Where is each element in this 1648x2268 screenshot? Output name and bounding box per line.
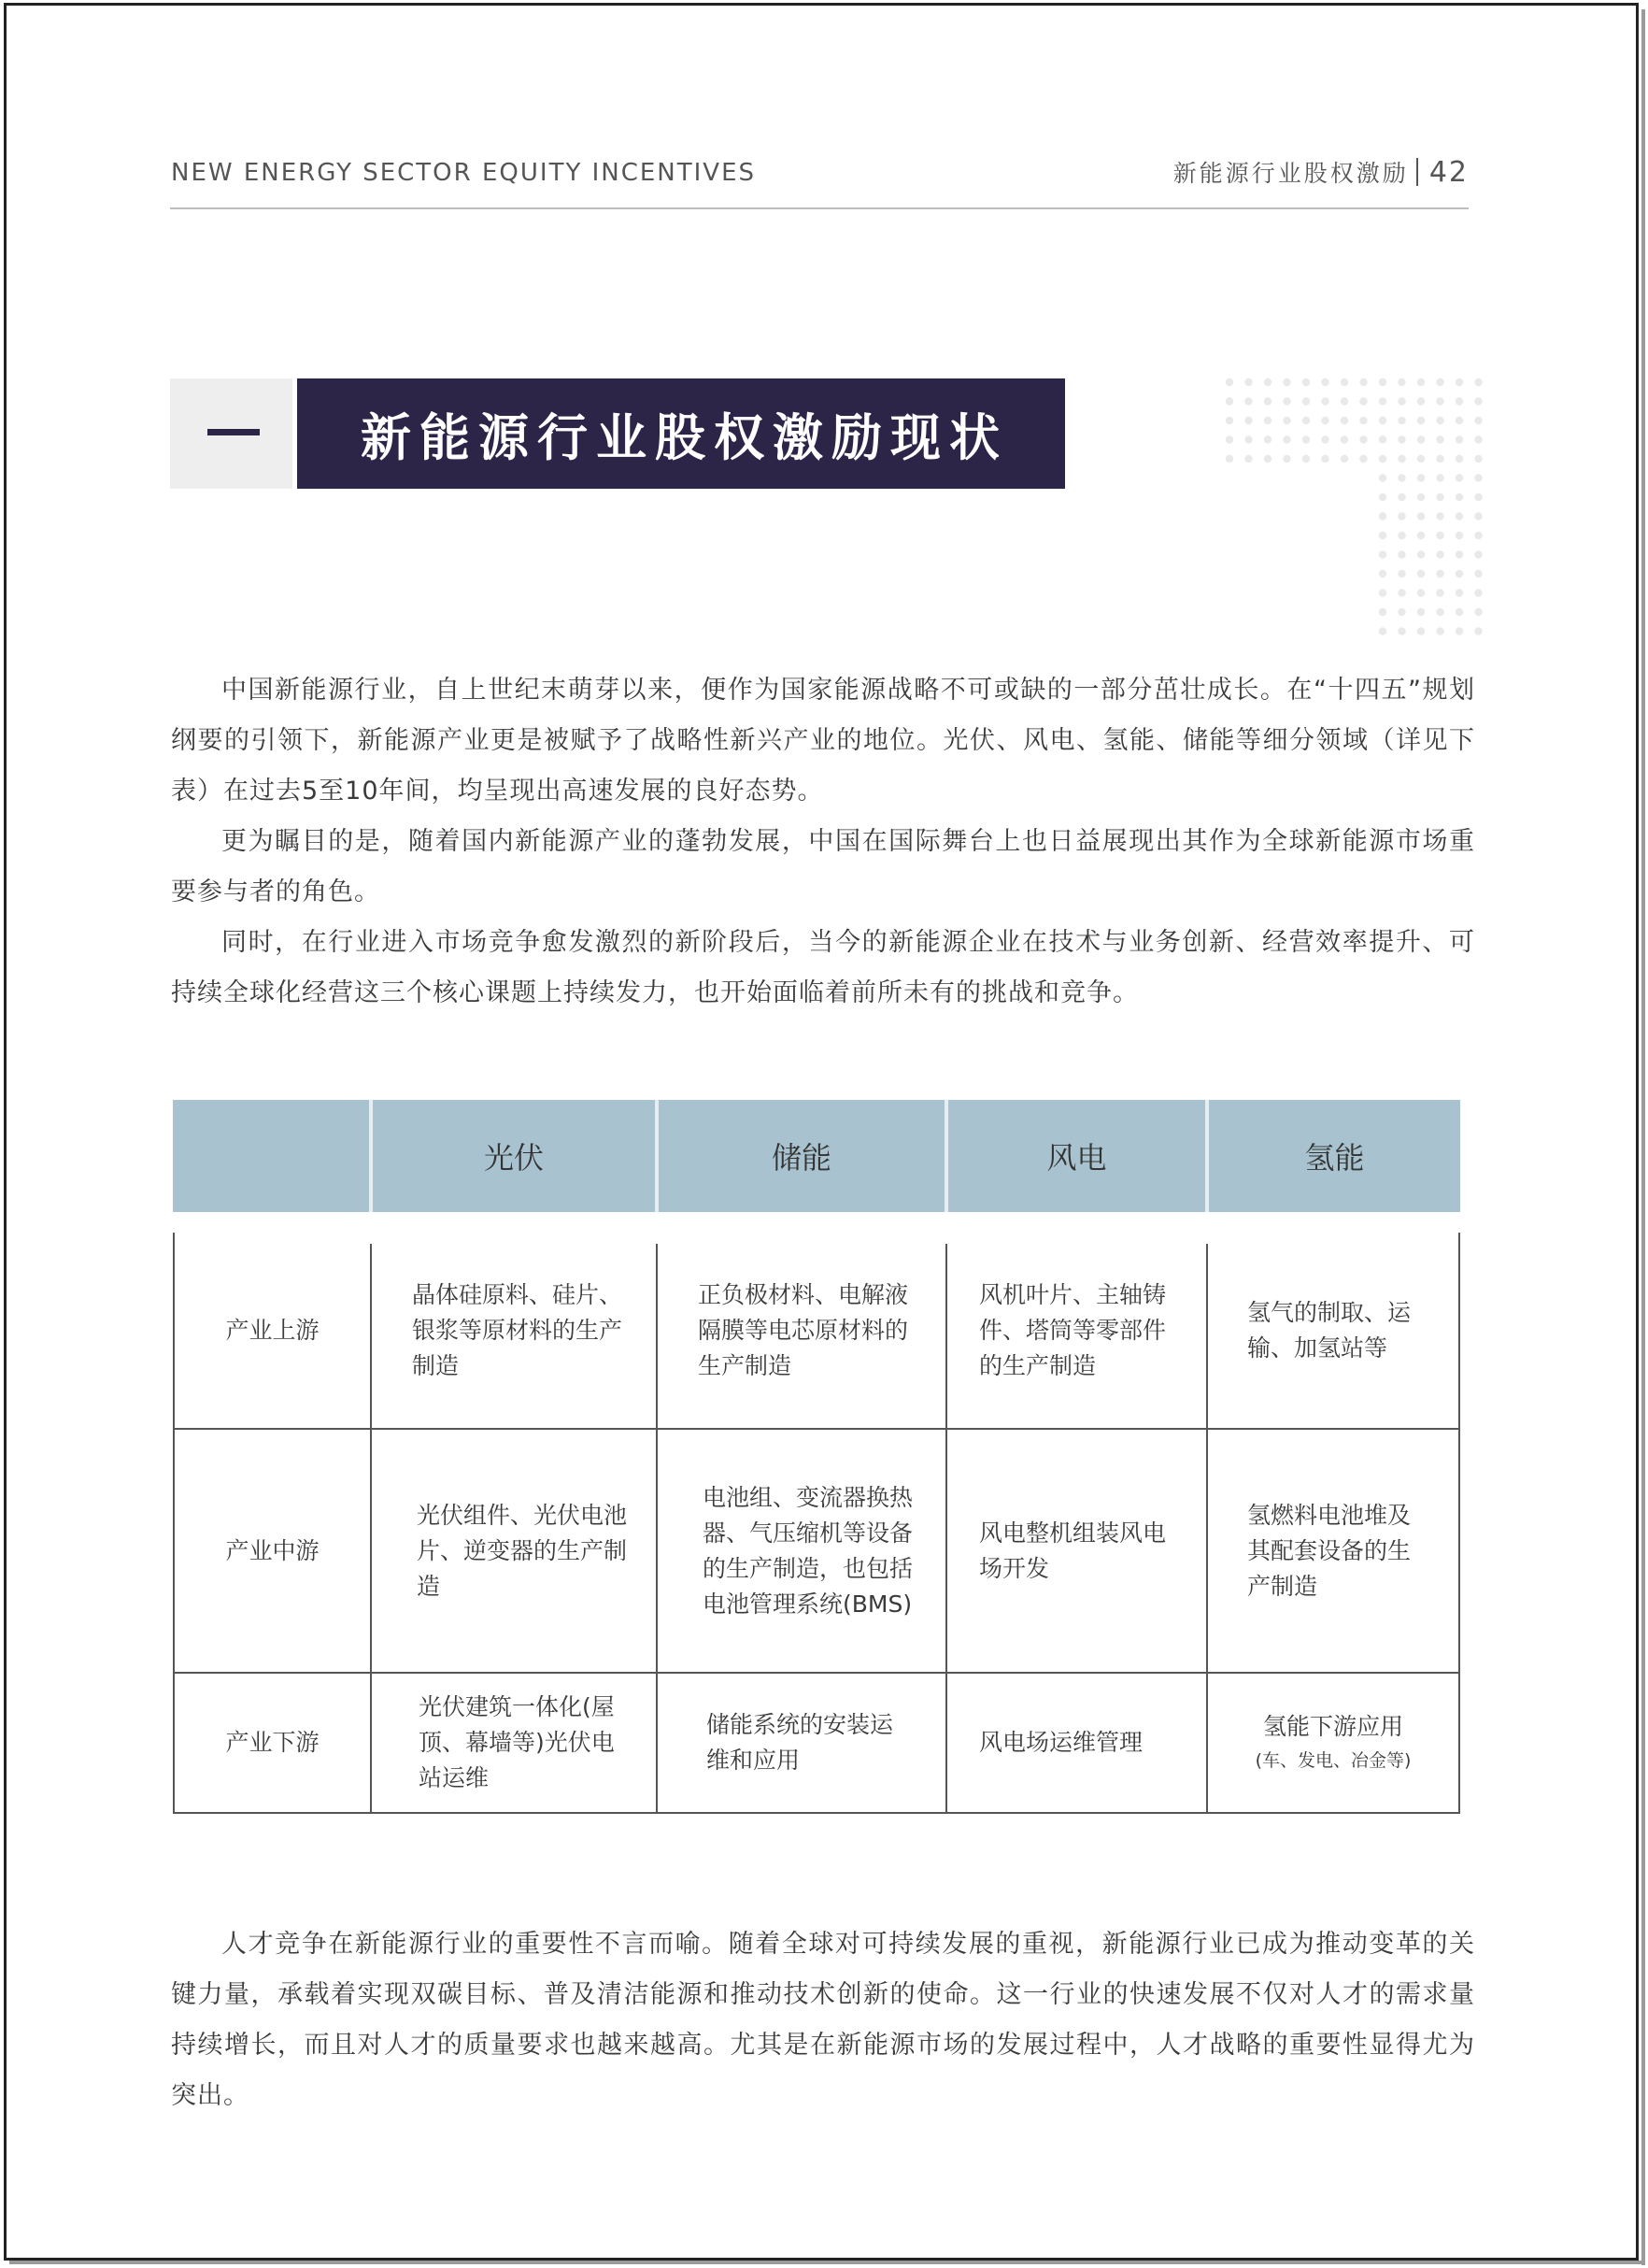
cell-downstream-hydrogen-main: 氢能下游应用 (1262, 1713, 1403, 1740)
cell-midstream-pv: 光伏组件、光伏电池片、逆变器的生产制造 (417, 1501, 628, 1600)
table-row-label (175, 1674, 370, 1812)
cell-midstream-hydrogen: 氢燃料电池堆及其配套设备的生产制造 (1247, 1501, 1412, 1600)
cell-downstream-pv: 光伏建筑一体化(屋顶、幕墙等)光伏电站运维 (419, 1693, 615, 1791)
section-title-bar (297, 378, 1065, 489)
table-cell (658, 1674, 945, 1812)
running-header-chinese: 新能源行业股权激励 (1172, 160, 1409, 187)
closing-paragraph: 人才竞争在新能源行业的重要性不言而喻。随着全球对可持续发展的重视，新能源行业已成为推动变革的关键力量，承载着实现双碳目标、普及清洁能源和推动技术创新的使命。这一行业的快速发展不仅对人才的需求量持续增长，而且对人才的质量要求也越来越高。尤其是在新能源市场的发展过程中，人才战略的重要性显得尤为突出。 (171, 1930, 1475, 2110)
table-body (173, 1233, 1460, 1814)
table-header-row (173, 1100, 1460, 1212)
row-label-upstream: 产业上游 (225, 1316, 320, 1344)
table-row-label (175, 1233, 370, 1428)
row-label-midstream: 产业中游 (225, 1536, 320, 1564)
table-cell (947, 1233, 1206, 1428)
page-number: 42 (1428, 155, 1469, 189)
table-border (1458, 1233, 1460, 1814)
cell-downstream-storage: 储能系统的安装运维和应用 (706, 1711, 894, 1774)
table-cell (372, 1233, 656, 1428)
intro-paragraph-1: 中国新能源行业，自上世纪末萌芽以来，便作为国家能源战略不可或缺的一部分茁壮成长。在“十四五”规划纲要的引领下，新能源产业更是被赋予了战略性新兴产业的地位。光伏、风电、氢能、储能等细分领域（详见下表）在过去5至10年间，均呈现出高速发展的良好态势。 (171, 676, 1475, 806)
row-label-downstream: 产业下游 (225, 1729, 320, 1756)
closing-text (171, 1919, 1475, 2121)
table-cell (947, 1430, 1206, 1672)
header-rule (170, 207, 1469, 209)
table-cell (1208, 1674, 1458, 1812)
column-header-wind: 风电 (1046, 1140, 1107, 1176)
table-cell (658, 1430, 945, 1672)
table-cell (947, 1674, 1206, 1812)
cell-downstream-hydrogen-note: (车、发电、冶金等) (1255, 1750, 1412, 1771)
section-number-symbol (207, 429, 260, 435)
header-separator (1416, 158, 1418, 186)
table-cell (372, 1674, 656, 1812)
running-header-english: NEW ENERGY SECTOR EQUITY INCENTIVES (171, 159, 757, 187)
intro-text (171, 665, 1475, 1019)
column-header-pv: 光伏 (483, 1140, 544, 1176)
table-cell (658, 1233, 945, 1428)
table-cell (1208, 1430, 1458, 1672)
cell-upstream-storage: 正负极材料、电解液隔膜等电芯原材料的生产制造 (698, 1280, 909, 1379)
page-shadow-bottom (9, 2261, 1645, 2264)
cell-midstream-storage: 电池组、变流器换热器、气压缩机等设备的生产制造，也包括电池管理系统(BMS) (703, 1483, 914, 1618)
column-header-storage: 储能 (771, 1140, 831, 1176)
intro-paragraph-2: 更为瞩目的是，随着国内新能源产业的蓬勃发展，中国在国际舞台上也日益展现出其作为全球新能源市场重要参与者的角色。 (171, 827, 1475, 906)
table-cell (1208, 1233, 1458, 1428)
page-shadow-right (1641, 9, 1645, 2265)
decorative-dot-pattern (1224, 377, 1485, 640)
cell-downstream-hydrogen (1208, 1709, 1458, 1776)
section-title: 新能源行业股权激励现状 (361, 407, 1008, 467)
cell-midstream-wind: 风电整机组装风电场开发 (979, 1519, 1167, 1582)
cell-upstream-pv: 晶体硅原料、硅片、银浆等原材料的生产制造 (412, 1280, 623, 1379)
table-cell (372, 1430, 656, 1672)
running-header-right (1173, 155, 1469, 189)
cell-upstream-hydrogen: 氢气的制取、运输、加氢站等 (1247, 1298, 1412, 1362)
table-row-label (175, 1430, 370, 1672)
intro-paragraph-3: 同时，在行业进入市场竞争愈发激烈的新阶段后，当今的新能源企业在技术与业务创新、经营效率提升、可持续全球化经营这三个核心课题上持续发力，也开始面临着前所未有的挑战和竞争。 (171, 928, 1475, 1007)
cell-upstream-wind: 风机叶片、主轴铸件、塔筒等零部件的生产制造 (979, 1280, 1167, 1379)
cell-downstream-wind: 风电场运维管理 (979, 1729, 1144, 1756)
column-header-hydrogen: 氢能 (1304, 1140, 1365, 1176)
table-border (173, 1812, 1460, 1814)
